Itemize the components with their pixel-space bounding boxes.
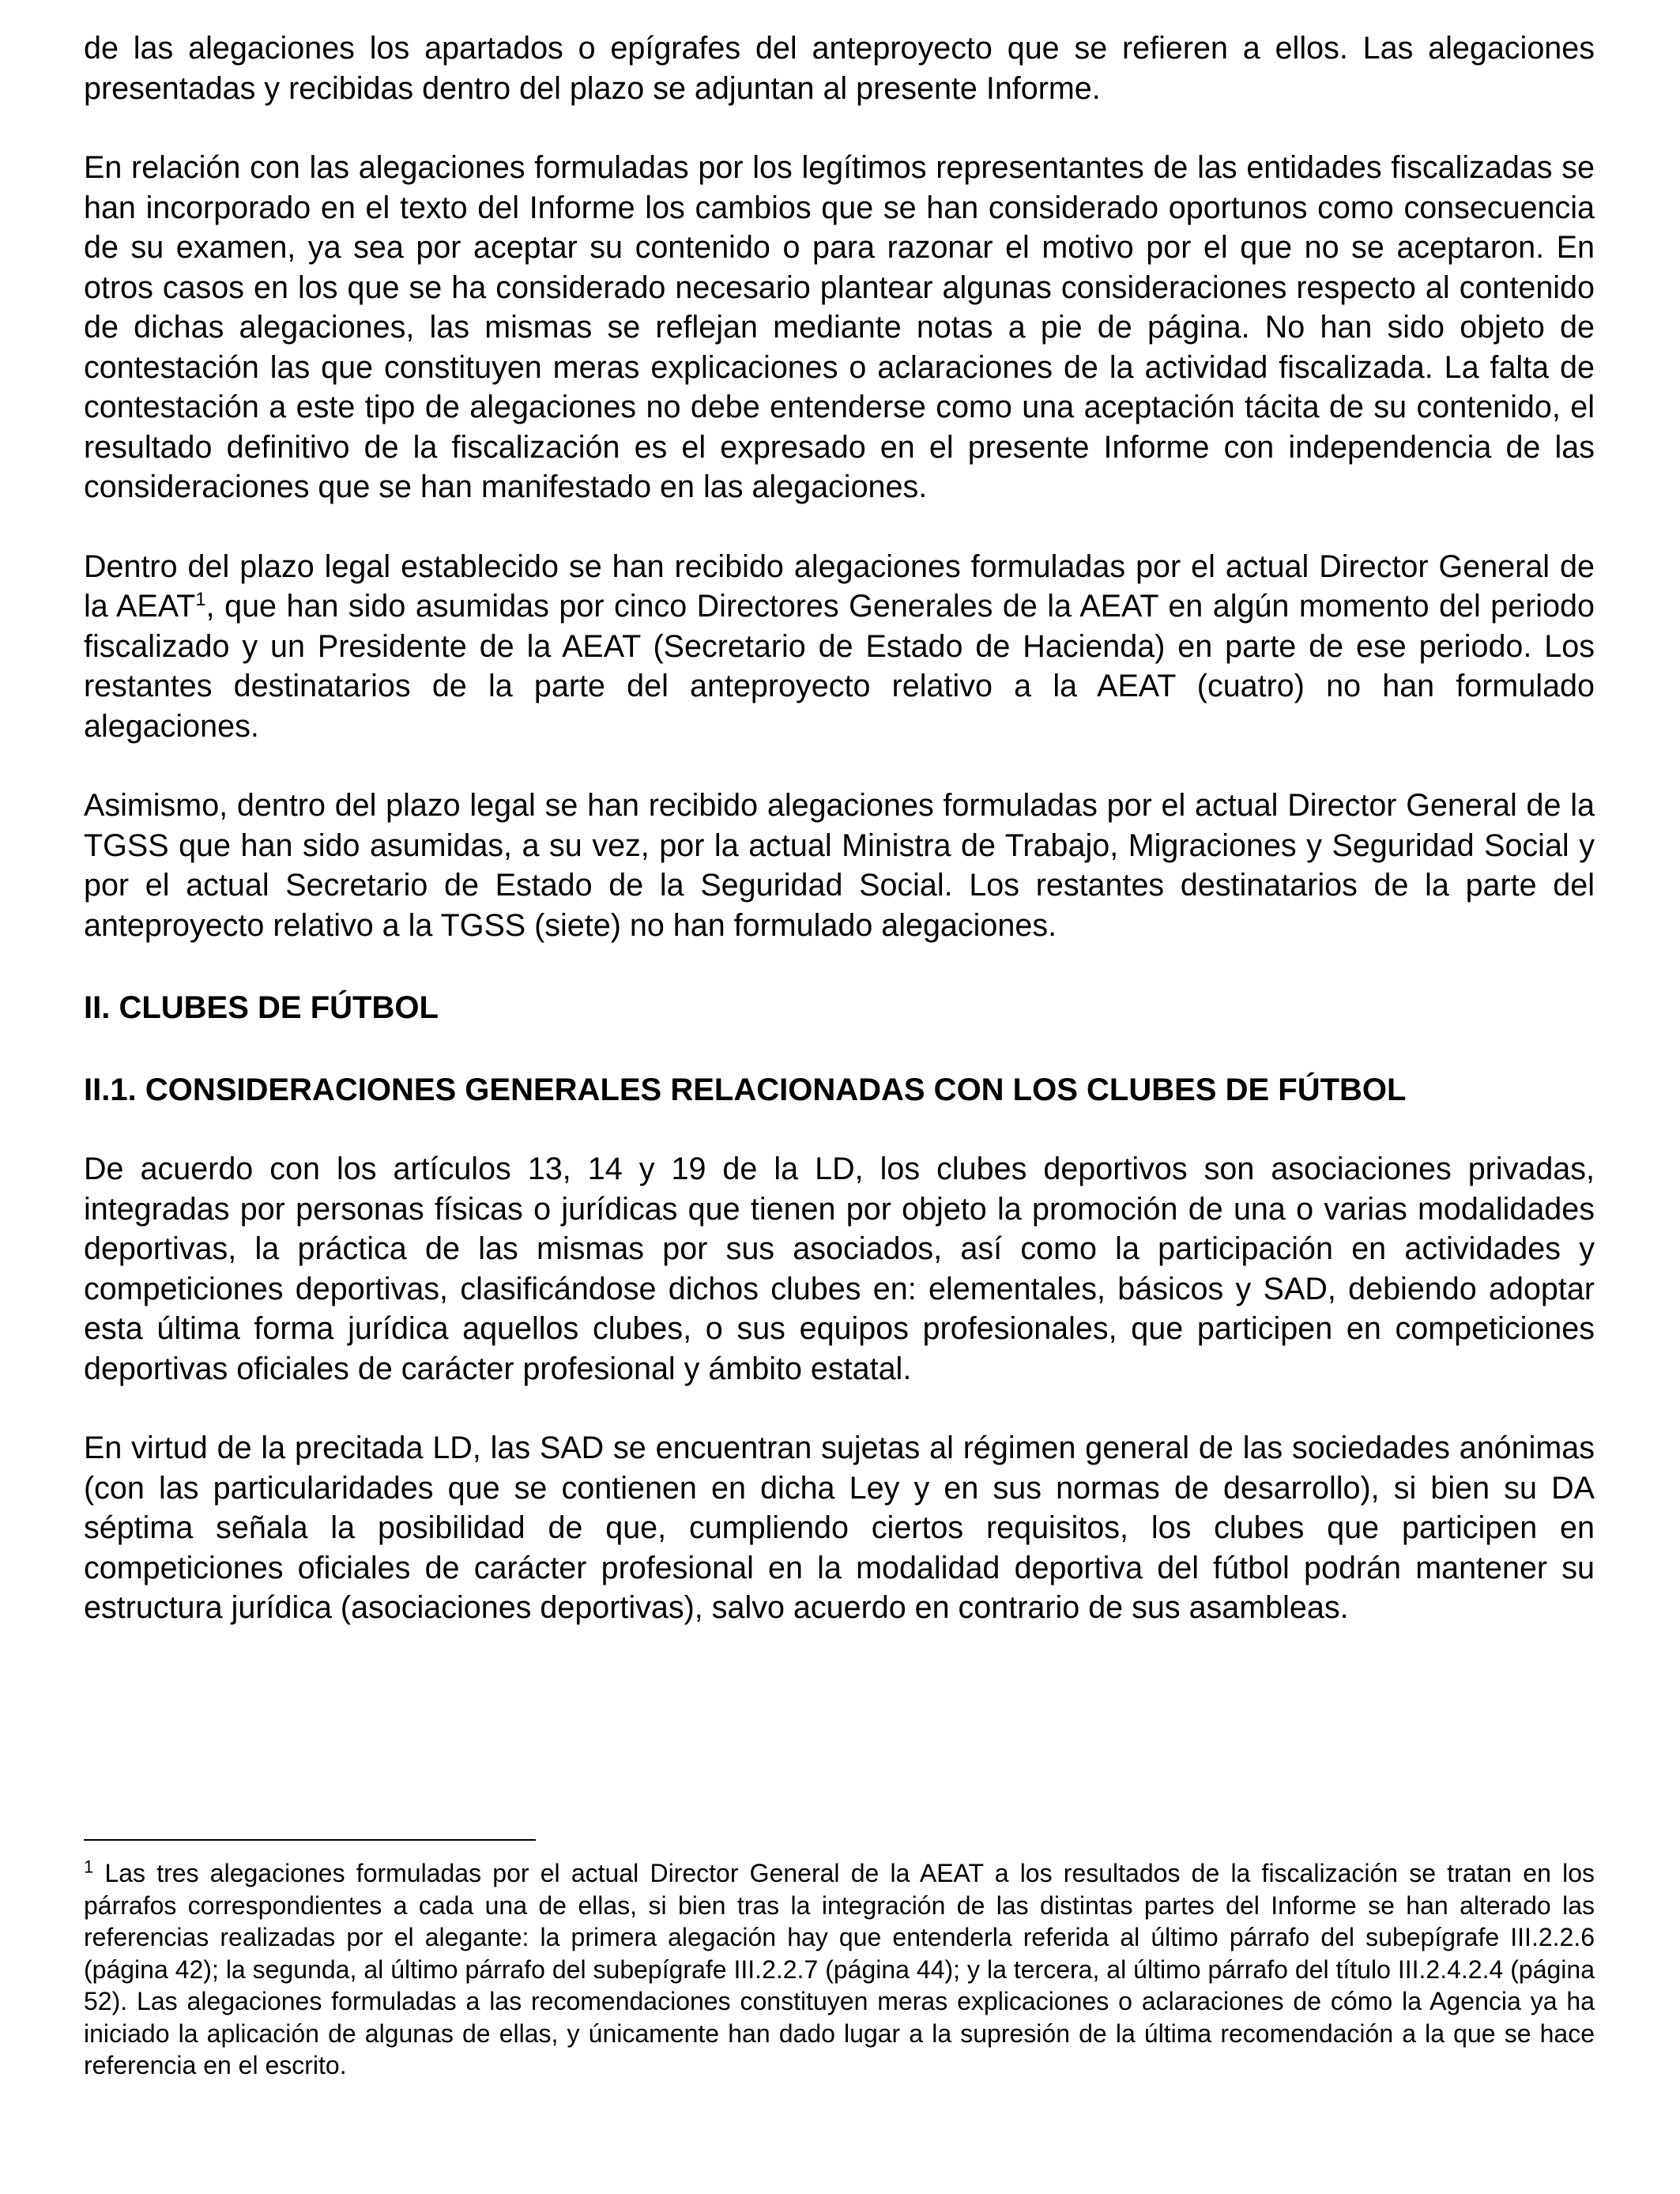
footnote-text: Las tres alegaciones formuladas por el actual Director General de la AEAT a los resultados de la fiscalización se tratan en los párrafos correspondientes a cada una de ellas, si bien tras la integración de las distintas partes del Informe se han alterado las referencias realizadas por el alegante: la primera alegación hay que entenderla referida al último párrafo del subepígrafe III.2.2.6 (página 42); la segunda, al último párrafo del subepígrafe III.2.2.7 (página 44); y la tercera, al último párrafo del título III.2.4.2.4 (página 52). Las alegaciones formuladas a las recomendaciones constituyen meras explicaciones o aclaraciones de cómo la Agencia ya ha iniciado la aplicación de algunas de ellas, y únicamente han dado lugar a la supresión de la última recomendación a la que se hace referencia en el escrito. <box>84 1859 1595 2079</box>
paragraph-sad-regimen: En virtud de la precitada LD, las SAD se encuentran sujetas al régimen general de las sociedades anónimas (con las particularidades que se contienen en dicha Ley y en sus normas de desarrollo), si bien su DA séptima señala la posibilidad de que, cumpliendo ciertos requisitos, los clubes que participen en competiciones oficiales de carácter profesional en la modalidad deportiva del fútbol podrán mantener su estructura jurídica (asociaciones deportivas), salvo acuerdo en contrario de sus asambleas. <box>84 1431 1595 1625</box>
footnote-reference[interactable]: 1 <box>195 588 206 610</box>
subsection-heading-consideraciones: II.1. CONSIDERACIONES GENERALES RELACIONADAS CON LOS CLUBES DE FÚTBOL <box>84 1072 1407 1107</box>
paragraph-aeat-part-a: Dentro del plazo legal establecido se han recibido alegaciones formuladas por el actual Director General de la AEAT <box>84 548 1595 624</box>
section-heading-clubes-futbol: II. CLUBES DE FÚTBOL <box>84 990 439 1025</box>
paragraph-aeat-part-b: , que han sido asumidas por cinco Directores Generales de la AEAT en algún momento del periodo fiscalizado y un Presidente de la AEAT (Secretario de Estado de Hacienda) en parte de ese periodo. Los restantes destinatarios de la parte del anteproyecto relativo a la AEAT (cuatro) no han formulado alegaciones. <box>84 589 1595 744</box>
document-page <box>84 28 1595 1628</box>
paragraph-alegaciones-intro: de las alegaciones los apartados o epígrafes del anteproyecto que se refieren a ellos. Las alegaciones presentadas y recibidas dentro del plazo se adjuntan al presente Informe. <box>84 31 1595 106</box>
paragraph-alegaciones-tgss: Asimismo, dentro del plazo legal se han recibido alegaciones formuladas por el actual Director General de la TGSS que han sido asumidas, a su vez, por la actual Ministra de Trabajo, Migraciones y Seguridad Social y por el actual Secretario de Estado de la Seguridad Social. Los restantes destinatarios de la parte del anteproyecto relativo a la TGSS (siete) no han formulado alegaciones. <box>84 788 1595 943</box>
footnote-marker: 1 <box>84 1857 94 1877</box>
paragraph-alegaciones-tratamiento: En relación con las alegaciones formuladas por los legítimos representantes de las entidades fiscalizadas se han incorporado en el texto del Informe los cambios que se han considerado oportunos como consecuencia de su examen, ya sea por aceptar su contenido o para razonar el motivo por el que no se aceptaron. En otros casos en los que se ha considerado necesario plantear algunas consideraciones respecto al contenido de dichas alegaciones, las mismas se reflejan mediante notas a pie de página. No han sido objeto de contestación las que constituyen meras explicaciones o aclaraciones de la actividad fiscalizada. La falta de contestación a este tipo de alegaciones no debe entenderse como una aceptación tácita de su contenido, el resultado definitivo de la fiscalización es el expresado en el presente Informe con independencia de las consideraciones que se han manifestado en las alegaciones. <box>84 150 1595 504</box>
paragraph-clubes-deportivos: De acuerdo con los artículos 13, 14 y 19 de la LD, los clubes deportivos son asociaciones privadas, integradas por personas físicas o jurídicas que tienen por objeto la promoción de una o varias modalidades deportivas, la práctica de las mismas por sus asociados, así como la participación en actividades y competiciones deportivas, clasificándose dichos clubes en: elementales, básicos y SAD, debiendo adoptar esta última forma jurídica aquellos clubes, o sus equipos profesionales, que participen en competiciones deportivas oficiales de carácter profesional y ámbito estatal. <box>84 1152 1595 1386</box>
footnote-separator <box>84 1839 536 1841</box>
paragraph-alegaciones-aeat <box>84 547 1595 747</box>
footnote-1 <box>84 1857 1595 2082</box>
